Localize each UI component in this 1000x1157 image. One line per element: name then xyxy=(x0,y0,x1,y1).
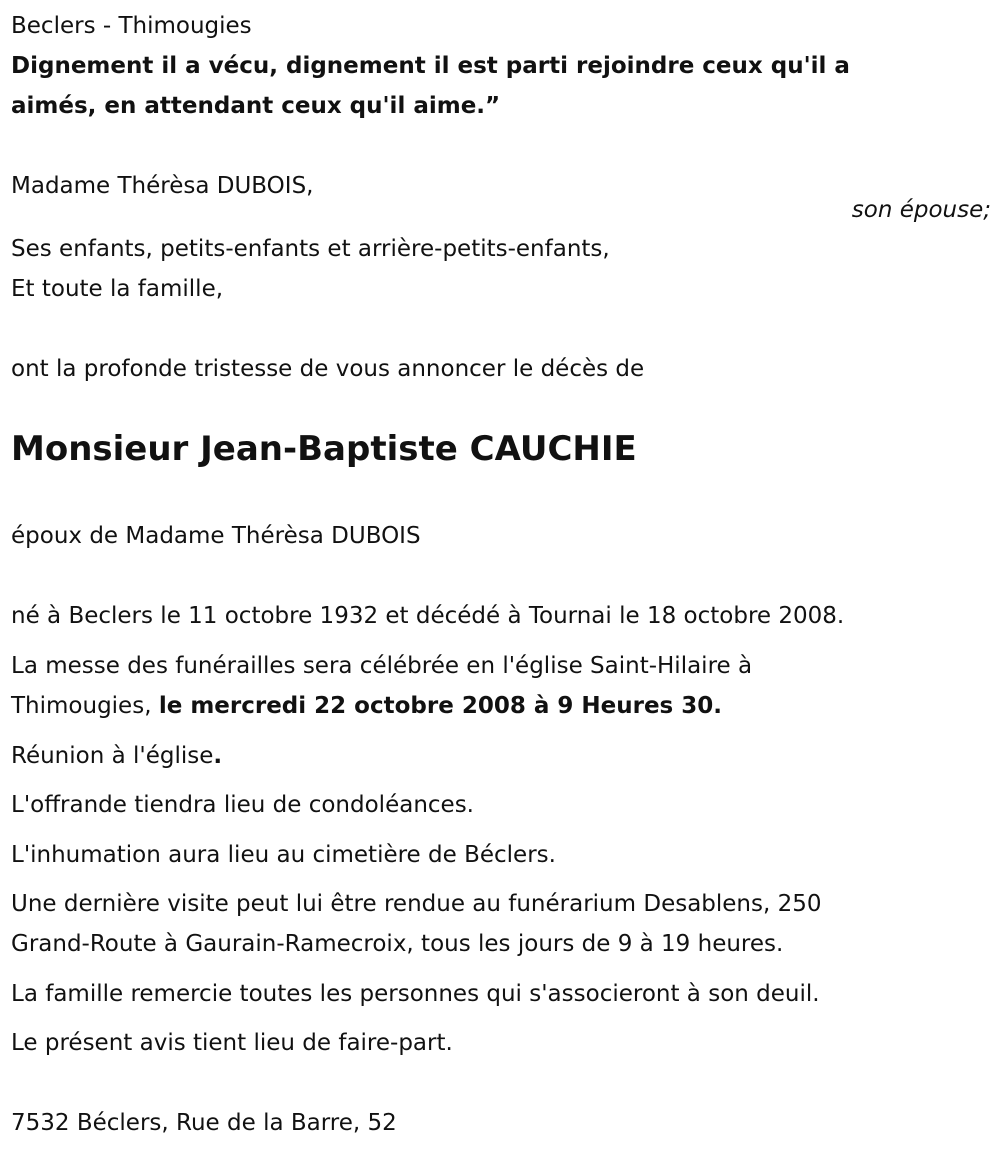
epitaph-line-1: Dignement il a vécu, dignement il est parti rejoindre ceux qu'il a xyxy=(11,53,850,79)
family-line: Et toute la famille, xyxy=(11,276,224,302)
visit-line-1: Une dernière visite peut lui être rendue au funérarium Desablens, 250 xyxy=(11,891,822,917)
location-header: Beclers - Thimougies xyxy=(11,13,252,39)
mass-line-2 xyxy=(11,691,722,721)
birth-death-line: né à Beclers le 11 octobre 1932 et décédé à Tournai le 18 octobre 2008. xyxy=(11,603,845,629)
mass-location-text: Thimougies, xyxy=(11,693,159,719)
deceased-name: Monsieur Jean-Baptiste CAUCHIE xyxy=(11,429,637,469)
meeting-text: Réunion à l'église xyxy=(11,743,214,769)
widow-name: Madame Thérèsa DUBOIS, xyxy=(11,173,314,199)
obituary-notice xyxy=(11,0,991,1157)
mass-date-time: le mercredi 22 octobre 2008 à 9 Heures 30. xyxy=(158,693,722,719)
burial-line: L'inhumation aura lieu au cimetière de Béclers. xyxy=(11,842,556,868)
announcement-line: ont la profonde tristesse de vous annoncer le décès de xyxy=(11,356,645,382)
visit-line-2: Grand-Route à Gaurain-Ramecroix, tous les jours de 9 à 19 heures. xyxy=(11,931,784,957)
epitaph-line-2: aimés, en attendant ceux qu'il aime.” xyxy=(11,93,501,119)
widow-role: son épouse; xyxy=(851,197,991,223)
thanks-line: La famille remercie toutes les personnes qui s'associeront à son deuil. xyxy=(11,981,820,1007)
meeting-period: . xyxy=(213,743,223,769)
spouse-of-line: époux de Madame Thérèsa DUBOIS xyxy=(11,523,421,549)
children-line: Ses enfants, petits-enfants et arrière-petits-enfants, xyxy=(11,236,610,262)
mass-line-1: La messe des funérailles sera célébrée en l'église Saint-Hilaire à xyxy=(11,653,753,679)
address-line: 7532 Béclers, Rue de la Barre, 52 xyxy=(11,1110,397,1136)
notice-line: Le présent avis tient lieu de faire-part. xyxy=(11,1030,453,1056)
meeting-line xyxy=(11,741,222,771)
offering-line: L'offrande tiendra lieu de condoléances. xyxy=(11,792,474,818)
